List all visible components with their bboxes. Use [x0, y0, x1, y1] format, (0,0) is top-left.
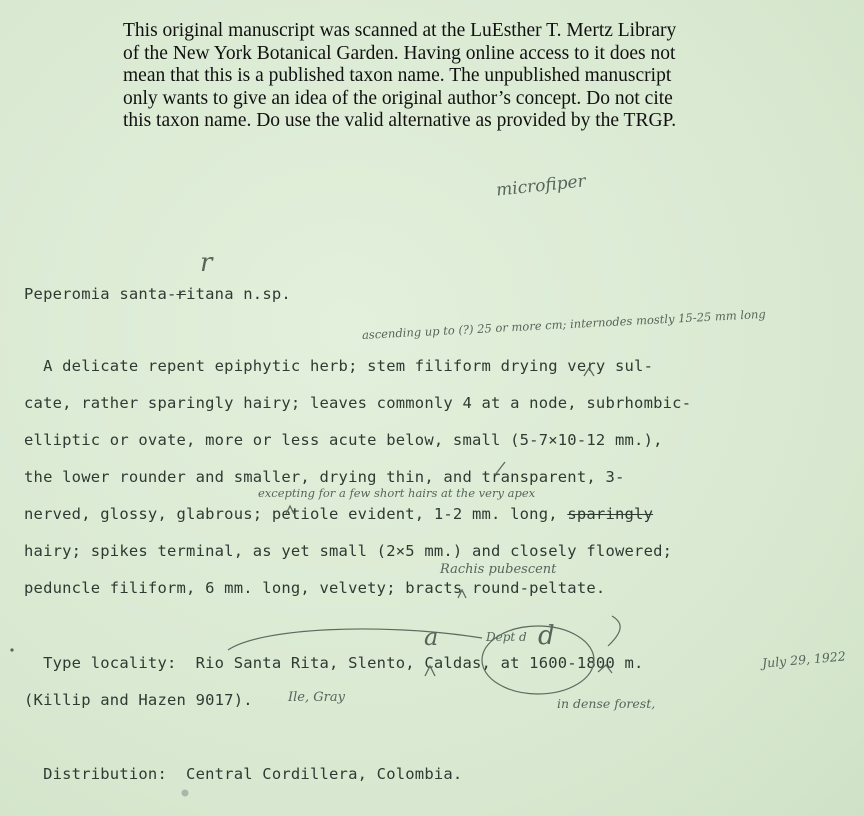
stem-note: ascending up to (?) 25 or more cm; internodes mostly 15-25 mm long [361, 306, 767, 342]
microfilm-note: microfiper [495, 171, 587, 201]
distribution-line: Distribution: Central Cordillera, Colombia. [24, 765, 463, 783]
description-line: hairy; spikes terminal, as yet small (2×5 mm.) and closely flowered; [24, 542, 673, 560]
caret-mark [286, 506, 294, 514]
notice-line: this taxon name. Do use the valid alternative as provided by the TRGP. [123, 110, 677, 132]
description-line: the lower rounder and smaller, drying thin, and transparent, 3- [24, 468, 625, 486]
description-line: elliptic or ovate, more or less acute below, small (5-7×10-12 mm.), [24, 431, 663, 449]
rachis-note: Rachis pubescent [440, 562, 557, 577]
ink-spot [182, 790, 189, 797]
connector-arrow [608, 616, 620, 646]
department-note: Dept d [486, 630, 527, 644]
type-locality-line: Type locality: Rio Santa Rita, Slento, Caldas, at 1600-1800 m. [24, 654, 644, 672]
struck-word: sparingly [567, 505, 654, 523]
type-locality-line: (Killip and Hazen 9017). [24, 691, 253, 709]
description-line: A delicate repent epiphytic herb; stem filiform drying very sul- [24, 357, 654, 375]
title-correction: r [200, 248, 213, 278]
title-suffix: itana n.sp. [186, 285, 291, 303]
notice-line: of the New York Botanical Garden. Having online access to it does not [123, 42, 676, 64]
locality-a-note: a [424, 623, 439, 651]
description-line: cate, rather sparingly hairy; leaves commonly 4 at a node, subrhombic- [24, 394, 692, 412]
caret-mark [425, 666, 435, 676]
title-struck-letter: r [176, 285, 187, 303]
title-prefix: Peperomia santa- [24, 285, 177, 303]
circled-word-mark [482, 626, 594, 694]
collector-note: Ile, Gray [288, 690, 345, 705]
notice-line: mean that this is a published taxon name. The unpublished manuscript [123, 65, 672, 87]
arrow-head [598, 665, 612, 673]
description-text: nerved, glossy, glabrous; petiole evident, 1-2 mm. long, [24, 505, 568, 523]
caret-mark [584, 368, 594, 376]
notice-line: This original manuscript was scanned at the LuEsther T. Mertz Library [123, 20, 677, 41]
ink-spot [10, 648, 13, 651]
glabrous-note: excepting for a few short hairs at the very apex [258, 486, 536, 500]
forest-note: in dense forest, [557, 696, 656, 711]
notice-line: only wants to give an idea of the original author’s concept. Do not cite [123, 87, 673, 109]
connector-arrow [228, 629, 482, 650]
caret-mark [458, 590, 466, 598]
locality-d-note: d [538, 621, 555, 651]
description-line: peduncle filiform, 6 mm. long, velvety; bracts round-peltate. [24, 579, 606, 597]
struck-line [495, 462, 505, 475]
collection-date-note: July 29, 1922 [761, 648, 847, 671]
